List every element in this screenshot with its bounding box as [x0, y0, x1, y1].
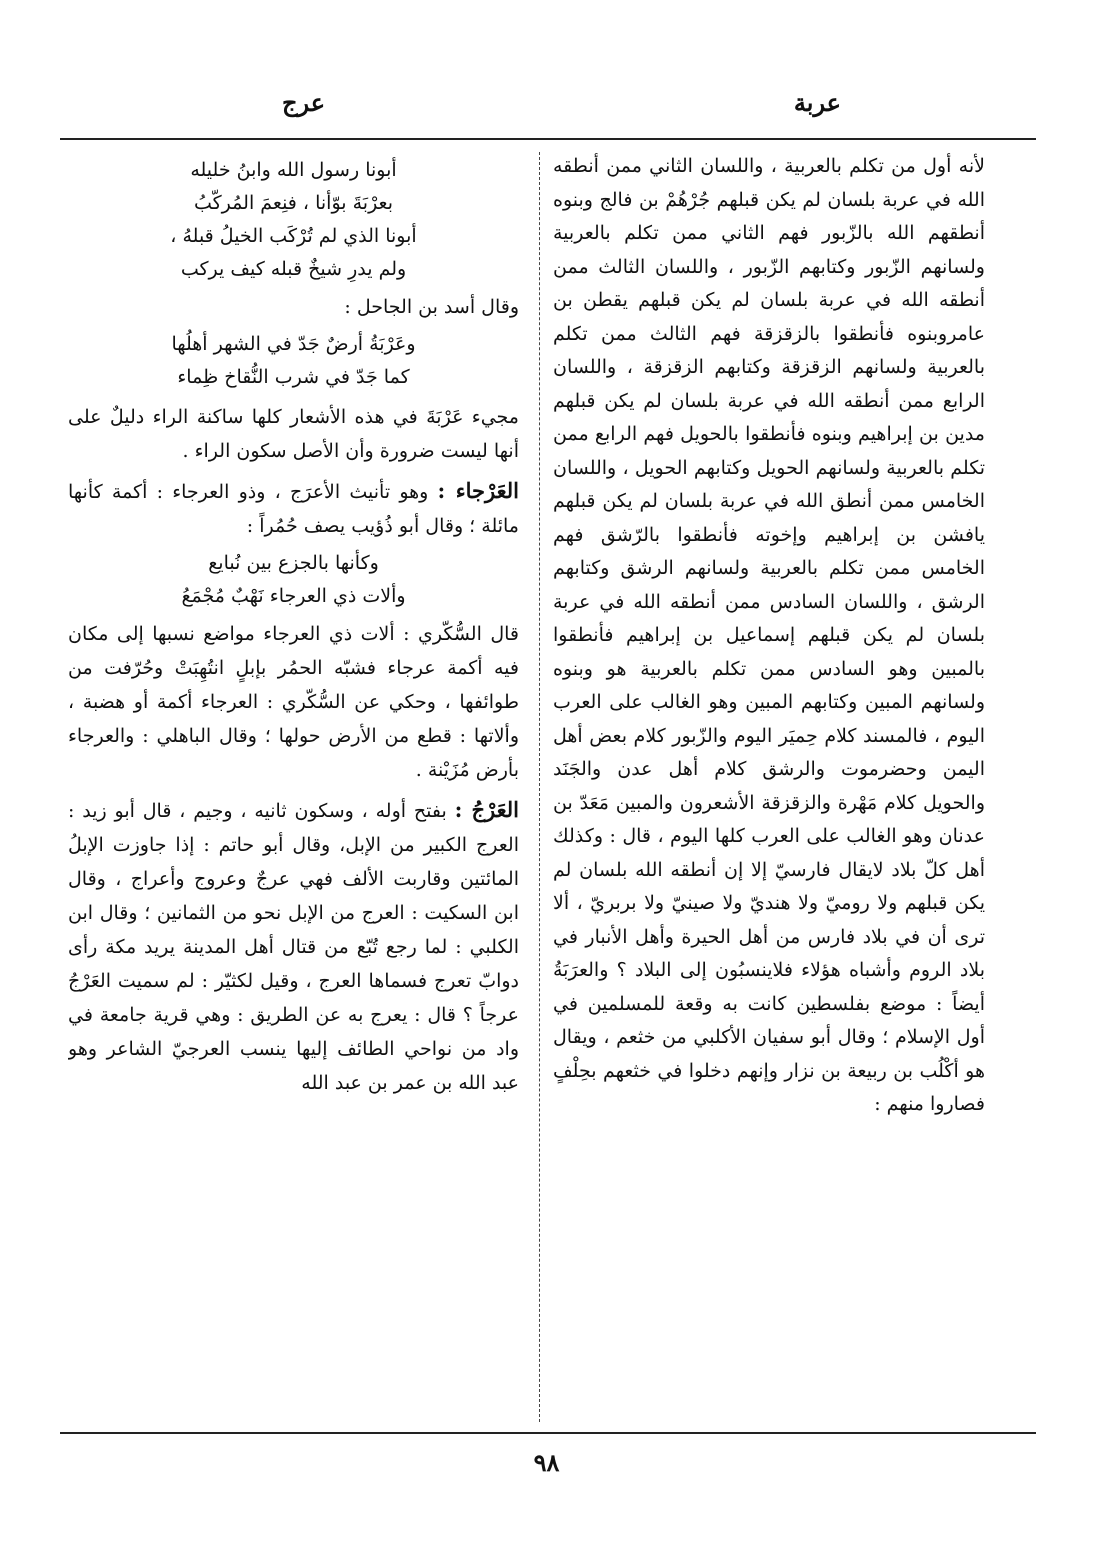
verse-line: وكأنها بالجزع بين نُبايع — [208, 552, 379, 574]
left-column — [68, 150, 519, 1425]
running-header — [60, 88, 1036, 132]
verse-line: وعَرْبَةُ أرضٌ جَدّ في الشهر أهلُها — [171, 333, 416, 355]
verse-line: كما جَدّ في شرب النُّقاخ ظِماء — [177, 366, 410, 388]
header-right-word: عربة — [793, 88, 841, 117]
right-column — [553, 150, 985, 1425]
entry-text: وهو تأنيث الأعرَج ، وذو العرجاء : أكمة كأنها مائلة ؛ وقال أبو ذُؤيب يصف حُمُراً : — [68, 481, 519, 537]
entry-headword: العَرْجاء : — [437, 478, 519, 503]
entry-al-arja — [68, 474, 519, 543]
grammar-note: مجيء عَرْبَةَ في هذه الأشعار كلها ساكنة الراء دليلٌ على أنها ليست ضرورة وأن الأصل سكون الراء . — [68, 406, 519, 462]
verse-line: أبونا الذي لم تُرْكَب الخيلُ قبلهُ ، — [170, 225, 417, 247]
verse-line: بعرْبَةَ بوّأنا ، فنِعمَ المُركّبُ — [193, 192, 394, 214]
top-rule — [60, 138, 1036, 140]
verse-line: أبونا رسول الله وابنُ خليله — [190, 159, 397, 181]
verse-line: ولم يدرِ شيخٌ قبله كيف يركب — [180, 258, 407, 280]
verse-line: وألات ذي العرجاء نَهْبٌ مُجْمَعُ — [181, 585, 406, 607]
verse-block-3 — [68, 547, 519, 613]
right-column-paragraph: لأنه أول من تكلم بالعربية ، واللسان الثاني ممن أنطقه الله في عربة بلسان لم يكن قبلهم جُرْهُمْ بن فالج وبنوه أنطقهم الله بالزّبور فهم الثاني ممن تكلم بالعربية ولسانهم الزّبور وكتابهم الزّبور ، واللسان الثالث ممن أنطقه الله في عربة بلسان لم يكن قبلهم يقطن بن عامروبنوه فأنطقوا بالزقزقة فهم الثالث ممن تكلم بالعربية ولسانهم الزقزقة وكتابهم الزقزقة ، واللسان الرابع ممن أنطقه الله في عربة بلسان لم يكن قبلهم مدين بن إبراهيم وبنوه فأنطقوا بالحويل فهم الرابع ممن تكلم بالعربية ولسانهم الحويل وكتابهم الحويل ، واللسان الخامس ممن أنطق الله في عربة بلسان لم يكن قبلهم يافشن بن إبراهيم وإخوته فأنطقوا بالرّشق فهم الخامس ممن تكلم بالعربية ولسانهم الرشق وكتابهم الرشق ، واللسان السادس ممن أنطقه الله في عربة بلسان لم يكن قبلهم إسماعيل بن إبراهيم فأنطقوا بالمبين وهو السادس ممن تكلم بالعربية هو وبنوه ولسانهم المبين وكتابهم المبين وهو الغالب على العرب اليوم ، فالمسند كلام حِميَر اليوم والزّبور كلام بعض أهل اليمن وحضرموت والرشق كلام أهل عدن والجَنَد والحويل كلام مَهْرة والزقزقة الأشعرون والمبين مَعَدّ بن عدنان وهو الغالب على العرب كلها اليوم ، قال : وكذلك أهل كلّ بلاد لايقال فارسيّ إلا إن أنطقه الله بلسان لم يكن قبلهم ولا روميّ ولا هنديّ ولا صينيّ ولا بربريّ ، ألا ترى أن في بلاد فارس من أهل الحيرة وأهل الأنبار في بلاد الروم وأشباه هؤلاء فلاينسبُون إلى البلاد ؟ والعرَبَةُ أيضاً : موضع بفلسطين كانت به وقعة للمسلمين في أول الإسلام ؛ وقال أبو سفيان الأكلبي من خثعم ، ويقال هو أكْلُب بن ربيعة بن نزار وإنهم دخلوا في خثعهم بحِلْفٍ فصاروا منهم : — [553, 155, 985, 1115]
header-left-word: عرج — [282, 88, 326, 117]
entry-text: بفتح أوله ، وسكون ثانيه ، وجيم ، قال أبو زيد : العرج الكبير من الإبل، وقال أبو حاتم : إذا جاوزت الإبلُ المائتين وقاربت الألف فهي عرجٌ وعروج وأعراج ، وقال ابن السكيت : العرج من الإبل نحو من الثمانين ؛ وقال ابن الكلبي : لما رجع تُبّع من قتال أهل المدينة يريد مكة رأى دوابّ تعرج فسماها العرج ، وقيل لكثيّر : لم سميت العَرْجُ عرجاً ؟ قال : يعرج به عن الطريق : وهي قرية جامعة في واد من نواحي الطائف إليها ينسب العرجيّ الشاعر وهو عبد الله بن عمر بن عبد الله — [68, 800, 519, 1094]
entry-continuation: قال السُّكّري : ألات ذي العرجاء مواضع نسبها إلى مكان فيه أكمة عرجاء فشبّه الحمُر بإبلٍ انتُهِبَتْ وحُرّفت من طوائفها ، وحكي عن السُّكّري : العرجاء أكمة أو هضبة ، وألاتها : قطع من الأرض حولها ؛ وقال الباهلي : والعرجاء بأرض مُزَيْنة . — [68, 623, 519, 781]
column-divider — [539, 152, 540, 1422]
verse-block-1 — [68, 154, 519, 286]
bottom-rule — [60, 1432, 1036, 1434]
entry-al-arj — [68, 793, 519, 1100]
verse-intro: وقال أسد بن الجاحل : — [344, 296, 519, 318]
verse-block-2 — [68, 328, 519, 394]
entry-headword: العَرْجُ : — [454, 797, 519, 822]
page-number: ٩٨ — [533, 1448, 560, 1477]
